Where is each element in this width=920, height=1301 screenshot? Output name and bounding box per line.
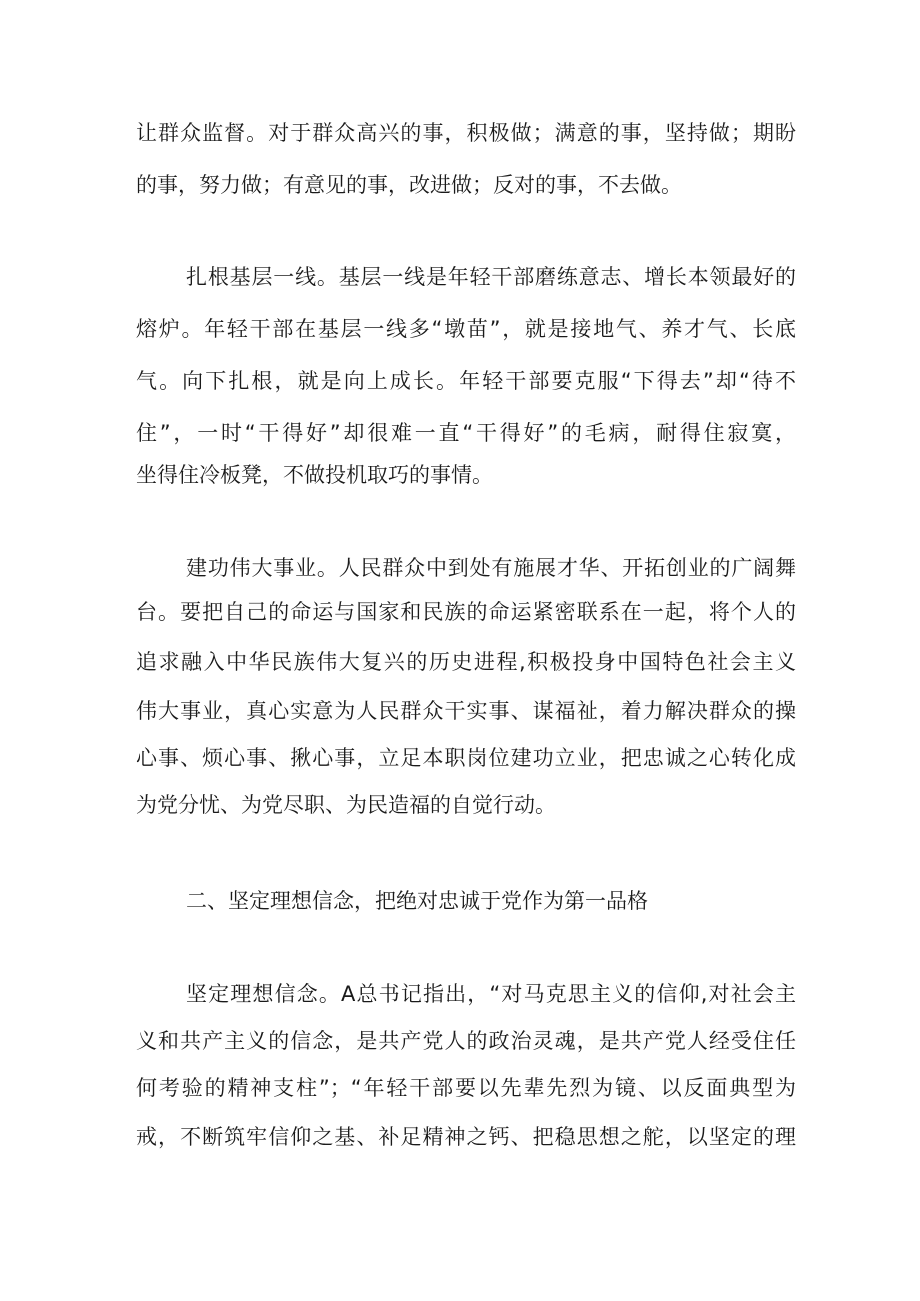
- great-cause-line-4: 伟大事业，真心实意为人民群众干实事、谋福祉，着力解决群众的操: [136, 699, 796, 723]
- great-cause-line-1: 建功伟大事业。人民群众中到处有施展才华、开拓创业的广阔舞: [186, 556, 796, 580]
- continuation-line-2: 的事，努力做；有意见的事，改进做；反对的事，不去做。: [136, 173, 682, 197]
- ideals-line-4: 戒，不断筑牢信仰之基、补足精神之钙、把稳思想之舵，以坚定的理: [136, 1125, 796, 1149]
- grassroots-line-3: 气。向下扎根，就是向上成长。年轻干部要克服“下得去”却“待不: [136, 369, 796, 393]
- great-cause-line-2: 台。要把自己的命运与国家和民族的命运紧密联系在一起，将个人的: [136, 600, 796, 624]
- grassroots-line-2: 熔炉。年轻干部在基层一线多“墩苗”，就是接地气、养才气、长底: [136, 317, 796, 341]
- grassroots-line-4: 住”，一时“干得好”却很难一直“干得好”的毛病，耐得住寂寞，: [136, 421, 796, 445]
- continuation-line-1: 让群众监督。对于群众高兴的事，积极做；满意的事，坚持做；期盼: [136, 121, 796, 145]
- ideals-line-3: 何考验的精神支柱”；“年轻干部要以先辈先烈为镜、以反面典型为: [136, 1076, 796, 1100]
- grassroots-line-1: 扎根基层一线。基层一线是年轻干部磨练意志、增长本领最好的: [186, 265, 796, 289]
- section-heading: 二、坚定理想信念，把绝对忠诚于党作为第一品格: [186, 889, 648, 913]
- great-cause-line-3: 追求融入中华民族伟大复兴的历史进程,积极投身中国特色社会主义: [136, 650, 796, 674]
- ideals-line-2: 义和共产主义的信念，是共产党人的政治灵魂，是共产党人经受住任: [136, 1029, 796, 1053]
- ideals-line-1: 坚定理想信念。A总书记指出，“对马克思主义的信仰,对社会主: [186, 982, 796, 1006]
- great-cause-line-6: 为党分忧、为党尽职、为民造福的自觉行动。: [136, 793, 556, 817]
- grassroots-line-5: 坐得住冷板凳，不做投机取巧的事情。: [136, 463, 493, 487]
- great-cause-line-5: 心事、烦心事、揪心事，立足本职岗位建功立业，把忠诚之心转化成: [136, 746, 796, 770]
